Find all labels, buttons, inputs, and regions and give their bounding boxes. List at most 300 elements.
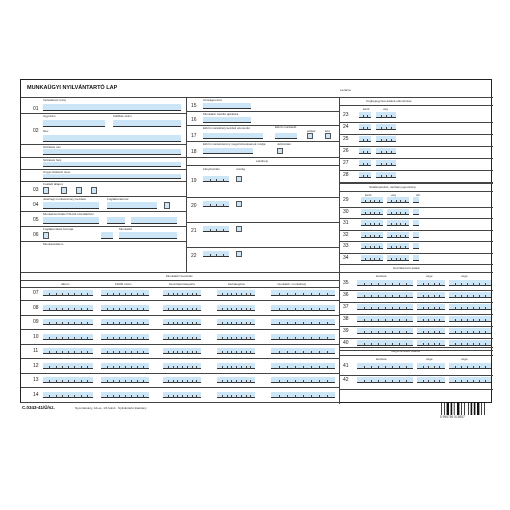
date-input[interactable] — [361, 220, 383, 226]
tick-mark — [364, 319, 365, 322]
row-number: 26 — [343, 148, 349, 154]
tick-mark — [246, 293, 247, 296]
tick-mark — [137, 351, 138, 354]
tick-mark — [56, 380, 57, 383]
barcode-number: 5 996769 515957 — [440, 415, 465, 419]
row-rule — [339, 134, 493, 135]
row-rule — [339, 158, 493, 159]
date-input[interactable] — [361, 255, 383, 261]
tick-mark — [467, 319, 468, 322]
row-rule — [186, 165, 339, 166]
date-input[interactable] — [417, 304, 445, 310]
tick-mark — [370, 258, 371, 261]
tick-mark — [423, 307, 424, 310]
tick-mark — [236, 351, 237, 354]
row-number: 24 — [343, 124, 349, 130]
tick-mark — [107, 308, 108, 311]
row-rule — [339, 218, 493, 219]
tick-mark — [137, 308, 138, 311]
date-input[interactable] — [417, 377, 445, 383]
barcode-bar — [447, 402, 449, 415]
tick-mark — [62, 380, 63, 383]
mother-name-input[interactable] — [43, 174, 181, 179]
tick-mark — [379, 258, 380, 261]
tick-mark — [319, 380, 320, 383]
tick-mark — [399, 295, 400, 298]
tick-mark — [241, 380, 242, 383]
tick-mark — [231, 337, 232, 340]
date-input[interactable] — [387, 197, 409, 203]
tick-mark — [287, 366, 288, 369]
tick-mark — [392, 307, 393, 310]
tick-mark — [370, 212, 371, 215]
tick-mark — [246, 351, 247, 354]
prev-worktime-input[interactable] — [275, 133, 297, 139]
tick-mark — [279, 366, 280, 369]
tick-mark — [187, 293, 188, 296]
tick-mark — [107, 366, 108, 369]
row-rule — [339, 338, 493, 339]
row-number: 35 — [343, 280, 349, 286]
tick-mark — [246, 308, 247, 311]
tick-mark — [210, 204, 211, 207]
case-number-input[interactable] — [43, 120, 105, 127]
tick-mark — [177, 366, 178, 369]
row-rule — [339, 122, 493, 123]
date-input[interactable] — [413, 209, 419, 215]
tick-mark — [467, 331, 468, 334]
tick-mark — [222, 322, 223, 325]
row-rule — [339, 302, 493, 303]
tick-mark — [119, 337, 120, 340]
tick-mark — [168, 366, 169, 369]
country-box[interactable] — [236, 201, 242, 207]
row-number: 37 — [343, 304, 349, 310]
tick-mark — [119, 380, 120, 383]
tick-mark — [246, 380, 247, 383]
row-rule — [339, 207, 493, 208]
tick-mark — [81, 337, 82, 340]
form-box[interactable] — [43, 232, 49, 239]
tick-mark — [231, 293, 232, 296]
row-number: 31 — [343, 220, 349, 226]
date-input[interactable] — [413, 243, 419, 249]
tick-mark — [379, 212, 380, 215]
tick-mark — [87, 366, 88, 369]
row-number: 07 — [33, 290, 39, 296]
row-number: 36 — [343, 292, 349, 298]
row-rule — [21, 387, 339, 388]
date-input[interactable] — [387, 255, 409, 261]
date-input[interactable] — [359, 112, 371, 118]
date-input[interactable] — [417, 340, 445, 346]
country-box[interactable] — [236, 226, 242, 232]
tick-mark — [473, 319, 474, 322]
form-page — [20, 79, 492, 403]
date-input[interactable] — [359, 124, 371, 130]
column-header: vége — [461, 357, 468, 361]
tick-mark — [131, 366, 132, 369]
tick-mark — [113, 395, 114, 398]
tick-mark — [327, 337, 328, 340]
row-number: 40 — [343, 340, 349, 346]
tick-mark — [367, 127, 368, 130]
country-box[interactable] — [236, 251, 242, 257]
date-input[interactable] — [361, 232, 383, 238]
tick-mark — [222, 337, 223, 340]
tick-mark — [177, 395, 178, 398]
issue-number-input[interactable] — [113, 120, 181, 127]
tick-mark — [56, 351, 57, 354]
tick-mark — [231, 322, 232, 325]
barcode-bar — [441, 402, 442, 415]
row-number: 17 — [191, 133, 197, 139]
tick-mark — [405, 200, 406, 203]
field-label: Országos kód — [203, 98, 222, 102]
tick-mark — [406, 380, 407, 383]
tick-mark — [222, 308, 223, 311]
tick-mark — [367, 175, 368, 178]
tick-mark — [406, 319, 407, 322]
date-input[interactable] — [417, 316, 445, 322]
tick-mark — [392, 319, 393, 322]
tick-mark — [381, 139, 382, 142]
tick-mark — [378, 295, 379, 298]
tick-mark — [236, 337, 237, 340]
date-input[interactable] — [359, 148, 371, 154]
row-rule — [339, 290, 493, 291]
worktime-input[interactable] — [119, 232, 177, 239]
tick-mark — [365, 212, 366, 215]
tick-mark — [319, 366, 320, 369]
name-input[interactable] — [43, 104, 181, 111]
tick-mark — [187, 337, 188, 340]
tick-mark — [473, 343, 474, 346]
tick-mark — [385, 295, 386, 298]
tick-mark — [381, 151, 382, 154]
tick-mark — [303, 322, 304, 325]
tick-mark — [231, 366, 232, 369]
tick-mark — [455, 295, 456, 298]
tick-mark — [250, 351, 251, 354]
tick-mark — [370, 200, 371, 203]
row-number: 03 — [33, 187, 39, 193]
tick-mark — [423, 283, 424, 286]
tick-mark — [365, 223, 366, 226]
tick-mark — [455, 343, 456, 346]
tick-mark — [423, 380, 424, 383]
date-input[interactable] — [387, 243, 409, 249]
tick-mark — [439, 343, 440, 346]
tick-mark — [74, 308, 75, 311]
tick-mark — [439, 380, 440, 383]
tick-mark — [107, 293, 108, 296]
date-input[interactable] — [359, 136, 371, 142]
tick-mark — [87, 380, 88, 383]
tick-mark — [113, 337, 114, 340]
row-number: 01 — [33, 106, 39, 112]
date-input[interactable] — [413, 220, 419, 226]
tick-mark — [143, 380, 144, 383]
tick-mark — [222, 293, 223, 296]
tick-mark — [381, 115, 382, 118]
barcode-bar — [451, 402, 453, 415]
tick-mark — [485, 366, 486, 369]
tick-mark — [125, 380, 126, 383]
column-header: ország — [236, 167, 246, 171]
tick-mark — [113, 351, 114, 354]
tick-mark — [56, 395, 57, 398]
hours-input[interactable] — [101, 232, 113, 239]
date-input[interactable] — [387, 209, 409, 215]
barcode-bar — [457, 402, 459, 415]
tick-mark — [311, 351, 312, 354]
tick-mark — [319, 293, 320, 296]
tick-mark — [374, 212, 375, 215]
row-number: 06 — [33, 232, 39, 238]
field-label: Foglalkoztatás formája — [43, 227, 74, 231]
tick-mark — [423, 343, 424, 346]
tick-mark — [461, 307, 462, 310]
tick-mark — [49, 366, 50, 369]
tick-mark — [364, 307, 365, 310]
field-label: Munkavédelem — [43, 242, 64, 246]
status-box[interactable] — [61, 187, 67, 194]
tick-mark — [391, 212, 392, 215]
offer-input[interactable] — [203, 117, 251, 123]
tick-mark — [168, 380, 169, 383]
date-input[interactable] — [359, 160, 371, 166]
row-number: 19 — [191, 178, 197, 184]
tick-mark — [56, 308, 57, 311]
tick-mark — [391, 163, 392, 166]
tick-mark — [182, 366, 183, 369]
row-number: 34 — [343, 254, 349, 261]
indicator-box[interactable] — [277, 148, 283, 154]
row-rule — [339, 170, 493, 171]
tick-mark — [327, 322, 328, 325]
tick-mark — [56, 322, 57, 325]
tick-mark — [386, 127, 387, 130]
tick-mark — [405, 223, 406, 226]
tick-mark — [131, 322, 132, 325]
tick-mark — [405, 246, 406, 249]
tick-mark — [473, 283, 474, 286]
date-input[interactable] — [387, 232, 409, 238]
code-input[interactable] — [131, 217, 177, 224]
tick-mark — [68, 322, 69, 325]
tick-mark — [119, 308, 120, 311]
tick-mark — [137, 366, 138, 369]
tick-mark — [113, 380, 114, 383]
barcode-bar — [468, 402, 469, 415]
tick-mark — [374, 246, 375, 249]
employment-input[interactable] — [107, 202, 157, 209]
divider-left-middle — [186, 97, 187, 272]
tick-mark — [250, 380, 251, 383]
row-number: 02 — [33, 128, 39, 134]
tick-mark — [386, 115, 387, 118]
row-rule — [186, 222, 339, 223]
row-rule — [21, 344, 339, 345]
field-label: Jelzőszám — [277, 142, 292, 146]
tick-mark — [113, 322, 114, 325]
status-box[interactable] — [91, 187, 97, 194]
tick-mark — [392, 331, 393, 334]
tick-mark — [279, 293, 280, 296]
form-title: MUNKAÜGYI NYILVÁNTARTÓ LAP — [27, 85, 118, 91]
section-title: Megszüntetési adatok — [391, 349, 421, 353]
tick-mark — [391, 127, 392, 130]
date-input[interactable] — [417, 363, 445, 369]
tick-mark — [428, 319, 429, 322]
tick-mark — [143, 293, 144, 296]
tick-mark — [392, 283, 393, 286]
country-code-input[interactable] — [203, 103, 251, 109]
tick-mark — [279, 337, 280, 340]
column-header: vége — [426, 274, 433, 278]
tick-mark — [113, 366, 114, 369]
row-rule — [21, 300, 339, 301]
column-header: FEOR szám — [115, 282, 132, 286]
column-header: vége — [461, 274, 468, 278]
tick-mark — [381, 163, 382, 166]
tick-mark — [379, 235, 380, 238]
tick-mark — [279, 395, 280, 398]
row-number: 38 — [343, 316, 349, 322]
form-note: Nyomtatvány, A4-es, 1/4 fekvő · Nyilvántartó kiadvány — [75, 406, 147, 410]
tick-mark — [287, 322, 288, 325]
tick-mark — [173, 351, 174, 354]
date-input[interactable] — [413, 255, 419, 261]
barcode-bar — [471, 402, 473, 415]
tick-mark — [473, 331, 474, 334]
column-header: beosztási kategória — [169, 282, 195, 286]
tick-mark — [479, 366, 480, 369]
date-input[interactable] — [417, 328, 445, 334]
tick-mark — [107, 322, 108, 325]
row-rule — [339, 253, 493, 254]
tick-mark — [363, 163, 364, 166]
field-label: Kiállítás szám — [113, 114, 132, 118]
birth-place-input[interactable] — [43, 162, 181, 167]
tick-mark — [177, 322, 178, 325]
row-number: 21 — [191, 228, 197, 234]
tick-mark — [87, 395, 88, 398]
tick-mark — [222, 395, 223, 398]
tick-mark — [374, 200, 375, 203]
date-input[interactable] — [413, 197, 419, 203]
row-number: 27 — [343, 160, 349, 166]
date-input[interactable] — [417, 292, 445, 298]
tick-mark — [173, 293, 174, 296]
tick-mark — [295, 293, 296, 296]
tick-mark — [231, 380, 232, 383]
tick-mark — [222, 366, 223, 369]
tick-mark — [461, 366, 462, 369]
tick-mark — [303, 366, 304, 369]
tick-mark — [227, 351, 228, 354]
tick-mark — [49, 351, 50, 354]
date-input[interactable] — [361, 197, 383, 203]
row-number: 32 — [343, 231, 349, 238]
column-header: kezdete — [376, 274, 387, 278]
row-rule — [339, 182, 493, 183]
tick-mark — [241, 293, 242, 296]
tick-mark — [365, 235, 366, 238]
start-date-input[interactable] — [43, 202, 99, 209]
code-input[interactable] — [107, 217, 125, 224]
tick-mark — [363, 151, 364, 154]
tick-mark — [434, 283, 435, 286]
tick-mark — [327, 380, 328, 383]
tick-mark — [367, 163, 368, 166]
tick-mark — [399, 366, 400, 369]
date-input[interactable] — [361, 243, 383, 249]
tick-mark — [386, 163, 387, 166]
date-input[interactable] — [387, 220, 409, 226]
date-input[interactable] — [417, 280, 445, 286]
row-rule — [339, 241, 493, 242]
tick-mark — [392, 366, 393, 369]
status-box[interactable] — [76, 187, 82, 194]
tick-mark — [196, 293, 197, 296]
tick-mark — [125, 366, 126, 369]
contract-input[interactable] — [43, 217, 99, 224]
tick-mark — [187, 351, 188, 354]
tick-mark — [87, 308, 88, 311]
row-rule — [339, 314, 493, 315]
date-input[interactable] — [359, 172, 371, 178]
tick-mark — [295, 380, 296, 383]
tick-mark — [287, 337, 288, 340]
tick-mark — [303, 351, 304, 354]
tick-mark — [455, 366, 456, 369]
tick-mark — [137, 380, 138, 383]
tick-mark — [423, 295, 424, 298]
tick-mark — [56, 293, 57, 296]
birth-name-input[interactable] — [43, 149, 181, 155]
tick-mark — [56, 366, 57, 369]
barcode-bar — [474, 402, 476, 415]
country-box[interactable] — [236, 176, 242, 182]
row-rule — [339, 355, 493, 356]
surname-input[interactable] — [43, 135, 181, 142]
tick-mark — [49, 322, 50, 325]
termination-input[interactable] — [203, 148, 253, 154]
tick-mark — [227, 366, 228, 369]
tick-mark — [434, 319, 435, 322]
tick-mark — [74, 322, 75, 325]
status-box[interactable] — [43, 187, 49, 194]
date-input[interactable] — [361, 209, 383, 215]
tick-mark — [236, 395, 237, 398]
mark-box[interactable] — [307, 133, 313, 139]
tick-mark — [363, 115, 364, 118]
field-label: Anyja születési neve — [43, 170, 71, 174]
code-box[interactable] — [325, 133, 331, 139]
row-number: 29 — [343, 197, 349, 203]
tick-mark — [187, 366, 188, 369]
tick-mark — [279, 351, 280, 354]
tick-mark — [143, 308, 144, 311]
type-box[interactable] — [164, 202, 170, 209]
tick-mark — [455, 319, 456, 322]
row-number: 15 — [191, 103, 197, 109]
date-input[interactable] — [413, 232, 419, 238]
tick-mark — [327, 366, 328, 369]
prev-employer-input[interactable] — [203, 133, 263, 139]
